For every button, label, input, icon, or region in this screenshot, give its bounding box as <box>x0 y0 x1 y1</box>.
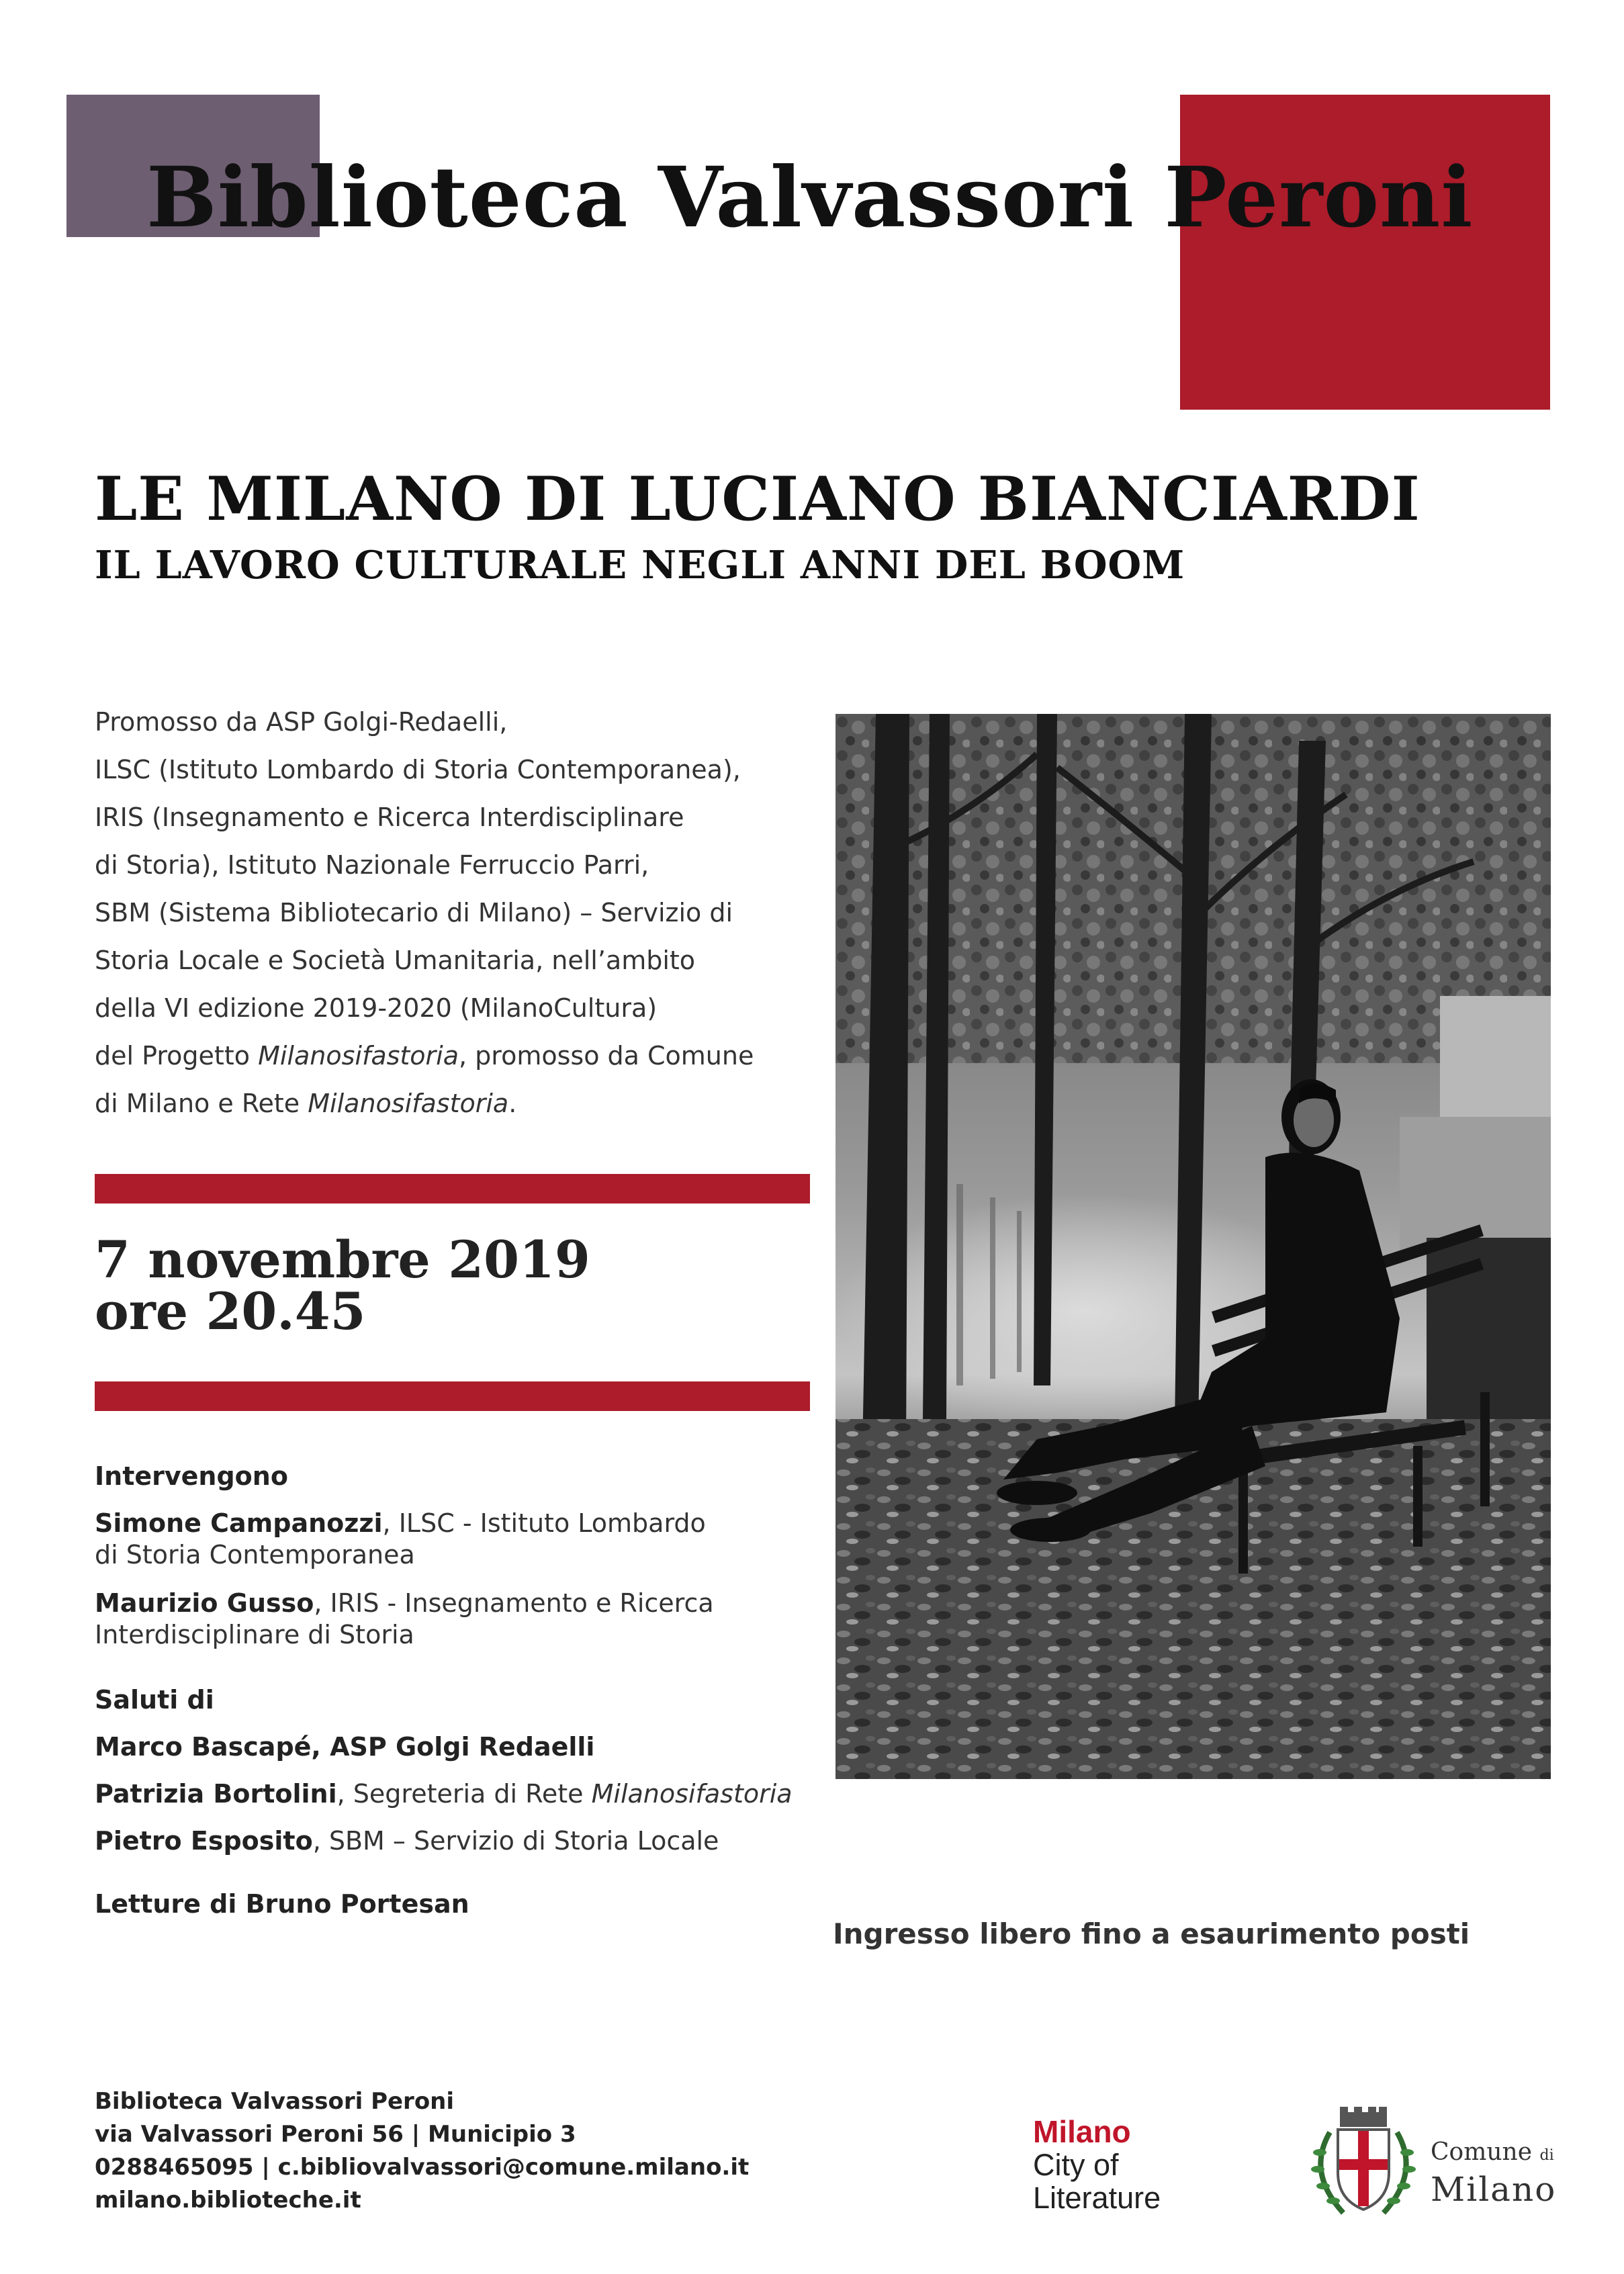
speaker-role-cont: Interdisciplinare di Storia <box>95 1620 414 1649</box>
event-title: LE MILANO DI LUCIANO BIANCIARDI <box>95 463 1420 535</box>
speaker-item <box>95 1588 714 1619</box>
photo-man-on-bench <box>836 714 1551 1779</box>
readings-line: Letture di Bruno Portesan <box>95 1889 469 1919</box>
divider-bar-top <box>95 1174 810 1203</box>
promotion-text <box>95 698 807 1128</box>
greeting-item: Marco Bascapé, ASP Golgi Redaelli <box>95 1732 595 1762</box>
footer-contact: 0288465095 | c.bibliovalvassori@comune.milano.it <box>95 2154 750 2181</box>
promo-text: , promosso da Comune <box>459 1041 754 1071</box>
footer-library-name: Biblioteca Valvassori Peroni <box>95 2088 455 2115</box>
promo-line <box>95 1080 807 1128</box>
speaker-role-cont: di Storia Contemporanea <box>95 1540 415 1570</box>
speaker-role: , IRIS - Insegnamento e Ricerca <box>314 1588 714 1618</box>
promo-project-name: Milanosifastoria <box>258 1041 459 1071</box>
greeting-item <box>95 1778 793 1810</box>
footer-street: via Valvassori Peroni 56 | Municipio 3 <box>95 2121 576 2148</box>
saluti-heading: Saluti di <box>95 1685 214 1715</box>
event-time: ore 20.45 <box>95 1281 366 1341</box>
promo-line: Promosso da ASP Golgi-Redaelli, <box>95 707 508 737</box>
admission-note: Ingresso libero fino a esaurimento posti <box>833 1917 1470 1950</box>
decorative-red-block <box>1180 95 1550 410</box>
greeting-role: , Segreteria di Rete <box>336 1779 592 1809</box>
library-title: Biblioteca Valvassori Peroni <box>146 149 1474 246</box>
speaker-name: Simone Campanozzi <box>95 1508 383 1538</box>
event-date: 7 novembre 2019 <box>95 1230 590 1289</box>
promo-line: della VI edizione 2019-2020 (MilanoCultura) <box>95 993 658 1023</box>
greeting-role: , SBM – Servizio di Storia Locale <box>312 1826 719 1856</box>
event-subtitle: IL LAVORO CULTURALE NEGLI ANNI DEL BOOM <box>95 543 1185 588</box>
greeting-name: Patrizia Bortolini <box>95 1779 337 1809</box>
speaker-role: , ILSC - Istituto Lombardo <box>382 1508 706 1538</box>
promo-text: di Milano e Rete <box>95 1089 308 1118</box>
comune-di-milano-wordmark <box>1431 2136 1557 2209</box>
greeting-network-name: Milanosifastoria <box>591 1779 793 1809</box>
promo-line: SBM (Sistema Bibliotecario di Milano) – Servizio di <box>95 898 733 927</box>
promo-text: . <box>508 1089 517 1118</box>
promo-line: ILSC (Istituto Lombardo di Storia Contemporanea), <box>95 755 741 784</box>
promo-line: Storia Locale e Società Umanitaria, nell’ambito <box>95 946 696 975</box>
speaker-name: Maurizio Gusso <box>95 1588 314 1618</box>
literature-logo-cityof: City of <box>1033 2148 1119 2182</box>
speaker-item <box>95 1508 706 1539</box>
greeting-item <box>95 1825 719 1857</box>
promo-line: di Storia), Istituto Nazionale Ferruccio Parri, <box>95 850 649 880</box>
intervengono-heading: Intervengono <box>95 1461 288 1491</box>
literature-logo-literature: Literature <box>1033 2181 1161 2215</box>
promo-line: IRIS (Insegnamento e Ricerca Interdisciplinare <box>95 803 684 832</box>
milano-city-of-literature-logo <box>1033 2116 1161 2214</box>
comune-crest-icon <box>1303 2105 1424 2220</box>
promo-network-name: Milanosifastoria <box>308 1089 509 1118</box>
footer-website: milano.biblioteche.it <box>95 2187 361 2214</box>
milano-label: Milano <box>1431 2170 1557 2209</box>
photo-illustration <box>836 714 1551 1779</box>
comune-label: Comune di <box>1431 2138 1554 2166</box>
promo-text: del Progetto <box>95 1041 259 1071</box>
divider-bar-bottom <box>95 1381 810 1411</box>
promo-line <box>95 1032 807 1080</box>
greeting-name: Pietro Esposito <box>95 1826 313 1856</box>
footer-address <box>95 2085 749 2217</box>
literature-logo-milano: Milano <box>1033 2114 1131 2149</box>
